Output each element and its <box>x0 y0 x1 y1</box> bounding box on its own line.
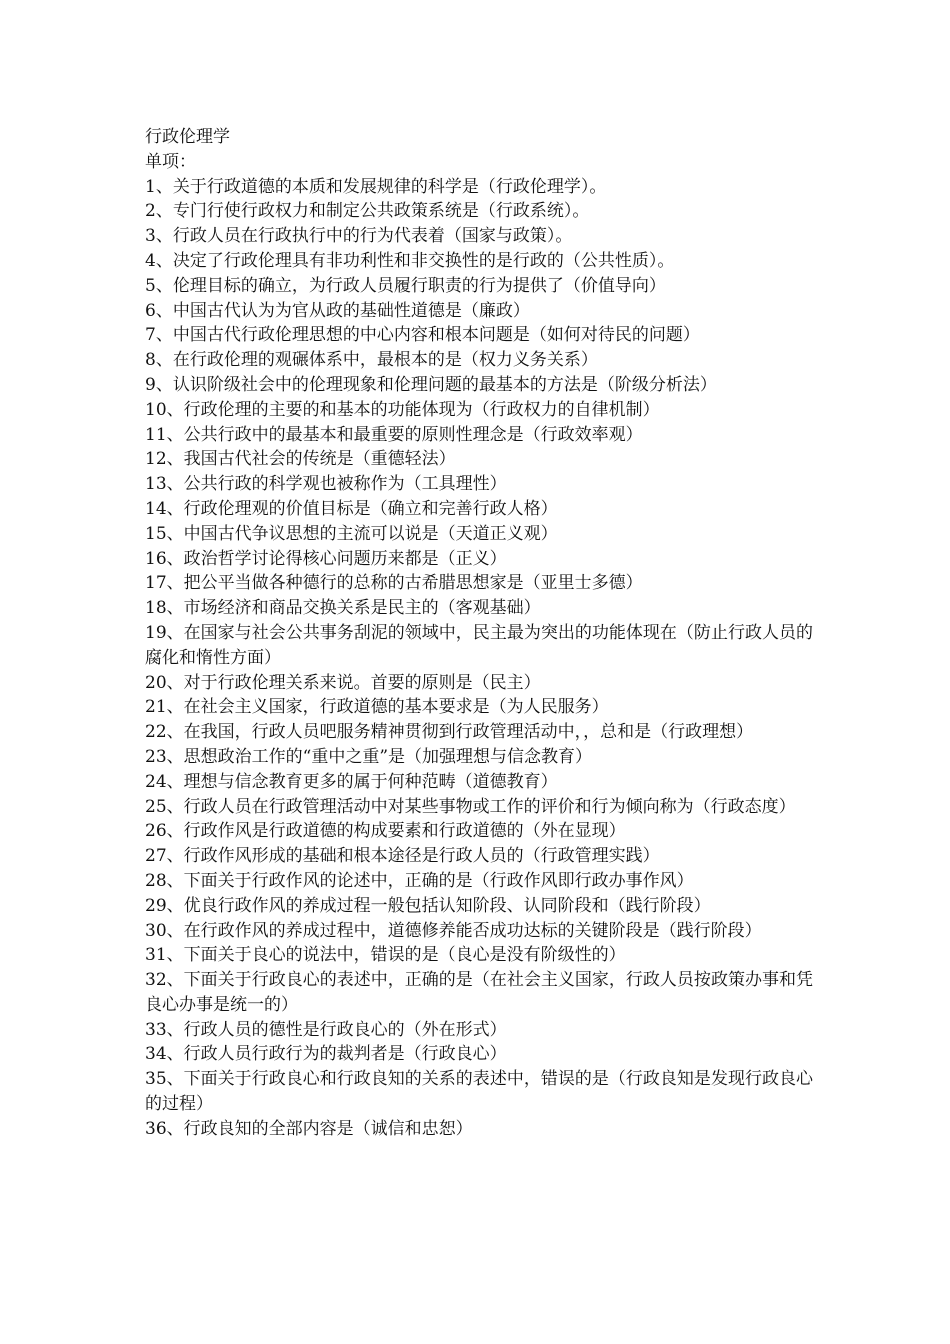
list-item: 17、把公平当做各种德行的总称的古希腊思想家是（亚里士多德） <box>145 573 643 594</box>
list-item: 8、在行政伦理的观碾体系中，最根本的是（权力义务关系） <box>145 350 598 371</box>
list-item: 30、在行政作风的养成过程中，道德修养能否成功达标的关键阶段是（践行阶段） <box>145 920 762 941</box>
list-item: 18、市场经济和商品交换关系是民主的（客观基础） <box>145 598 541 619</box>
list-item: 7、中国古代行政伦理思想的中心内容和根本问题是（如何对待民的问题） <box>145 325 700 346</box>
list-item: 33、行政人员的德性是行政良心的（外在形式） <box>145 1019 507 1040</box>
list-item: 12、我国古代社会的传统是（重德轻法） <box>145 449 456 470</box>
list-item: 23、思想政治工作的“重中之重”是（加强理想与信念教育） <box>145 746 593 767</box>
section-heading: 单项： <box>145 151 196 172</box>
list-item: 14、行政伦理观的价值目标是（确立和完善行政人格） <box>145 498 558 519</box>
list-item: 25、行政人员在行政管理活动中对某些事物或工作的评价和行为倾向称为（行政态度） <box>145 796 796 817</box>
list-item: 35、下面关于行政良心和行政良知的关系的表述中，错误的是（行政良知是发现行政良心的过程） <box>145 1069 813 1115</box>
list-item: 21、在社会主义国家，行政道德的基本要求是（为人民服务） <box>145 697 609 718</box>
list-item: 31、下面关于良心的说法中，错误的是（良心是没有阶级性的） <box>145 945 626 966</box>
list-item: 34、行政人员行政行为的裁判者是（行政良心） <box>145 1044 507 1065</box>
list-item: 13、公共行政的科学观也被称作为（工具理性） <box>145 474 507 495</box>
list-item: 32、下面关于行政良心的表述中，正确的是（在社会主义国家，行政人员按政策办事和凭良心办事是统一的） <box>145 970 813 1015</box>
list-item: 6、中国古代认为为官从政的基础性道德是（廉政） <box>145 300 530 321</box>
list-item: 10、行政伦理的主要的和基本的功能体现为（行政权力的自律机制） <box>145 399 660 420</box>
list-item: 22、在我国，行政人员吧服务精神贯彻到行政管理活动中，，总和是（行政理想） <box>145 722 754 743</box>
document-body <box>145 125 813 1142</box>
list-item: 36、行政良知的全部内容是（诚信和忠恕） <box>145 1118 473 1139</box>
list-item: 19、在国家与社会公共事务刮泥的领域中，民主最为突出的功能体现在（防止行政人员的腐化和惰性方面） <box>145 622 813 668</box>
list-item: 24、理想与信念教育更多的属于何种范畴（道德教育） <box>145 771 558 792</box>
list-item: 3、行政人员在行政执行中的行为代表着（国家与政策）。 <box>145 226 573 247</box>
list-item: 11、公共行政中的最基本和最重要的原则性理念是（行政效率观） <box>145 424 643 445</box>
list-item: 16、政治哲学讨论得核心问题历来都是（正义） <box>145 548 507 569</box>
list-item: 9、认识阶级社会中的伦理现象和伦理问题的最基本的方法是（阶级分析法） <box>145 374 717 395</box>
list-item: 29、优良行政作风的养成过程一般包括认知阶段、认同阶段和（践行阶段） <box>145 895 711 916</box>
list-item: 5、伦理目标的确立，为行政人员履行职责的行为提供了（价值导向） <box>145 275 666 296</box>
list-item: 20、对于行政伦理关系来说。首要的原则是（民主） <box>145 672 541 693</box>
list-item: 28、下面关于行政作风的论述中，正确的是（行政作风即行政办事作风） <box>145 870 694 891</box>
list-item: 26、行政作风是行政道德的构成要素和行政道德的（外在显现） <box>145 821 626 842</box>
list-item: 4、决定了行政伦理具有非功利性和非交换性的是行政的（公共性质）。 <box>145 250 675 271</box>
list-item: 27、行政作风形成的基础和根本途径是行政人员的（行政管理实践） <box>145 846 660 867</box>
document-title: 行政伦理学 <box>145 127 230 147</box>
list-item: 1、关于行政道德的本质和发展规律的科学是（行政伦理学）。 <box>145 176 607 197</box>
list-item: 15、中国古代争议思想的主流可以说是（天道正义观） <box>145 523 558 544</box>
list-item: 2、专门行使行政权力和制定公共政策系统是（行政系统）。 <box>145 201 590 222</box>
